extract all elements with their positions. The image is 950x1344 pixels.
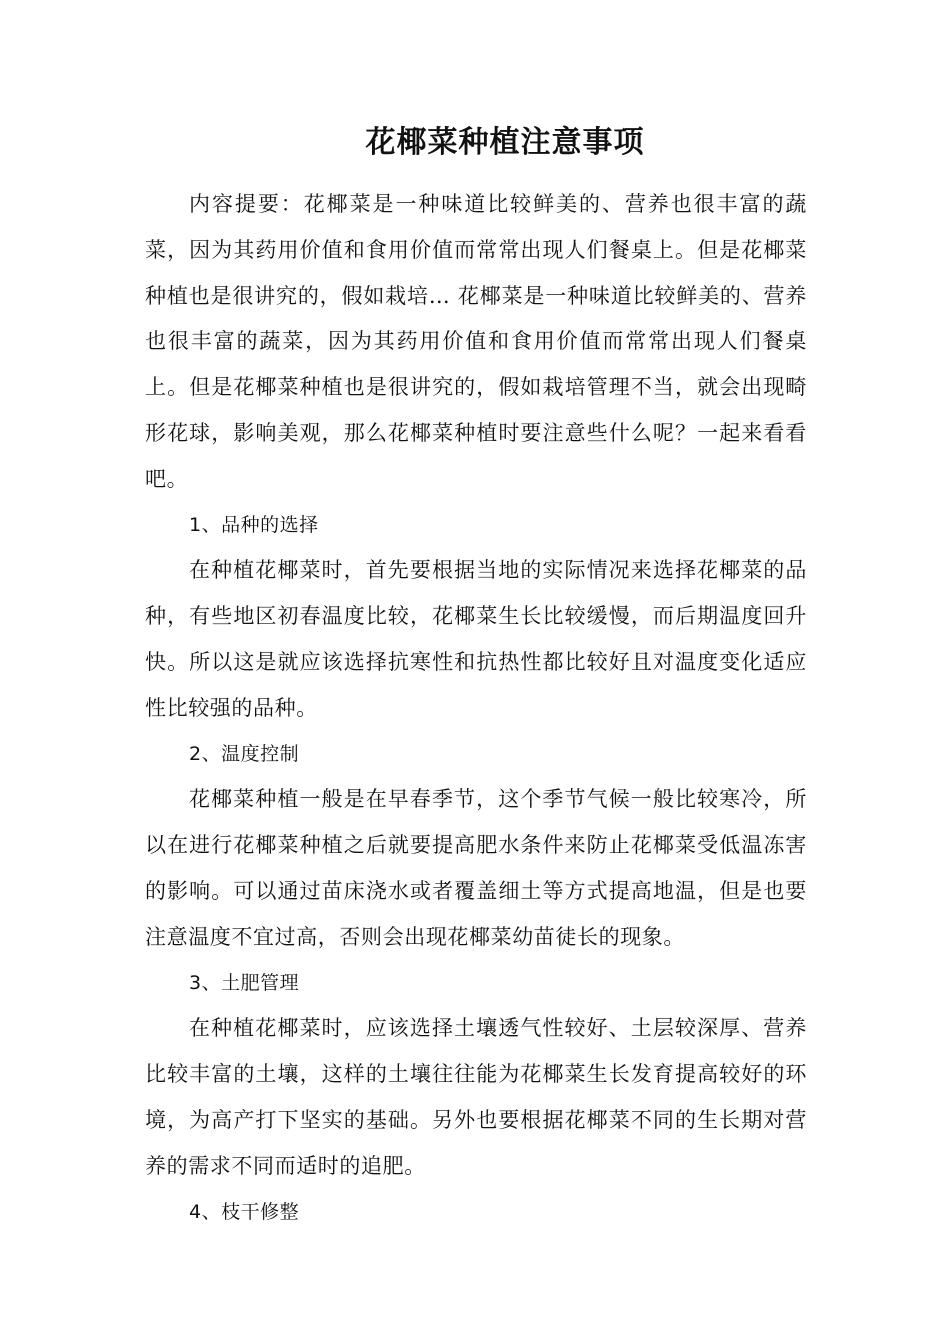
document-body [145,182,807,1235]
page-title: 花椰菜种植注意事项 [365,125,645,160]
section-heading-3: 3、土肥管理 [189,971,300,994]
section-body-1: 在种植花椰菜时，首先要根据当地的实际情况来选择花椰菜的品种，有些地区初春温度比较，花椰菜生长比较缓慢，而后期温度回升快。所以这是就应该选择抗寒性和抗热性都比较好且对温度变化适应性比较强的品种。 [145,558,807,720]
section-body-2: 花椰菜种植一般是在早春季节，这个季节气候一般比较寒冷，所以在进行花椰菜种植之后就要提高肥水条件来防止花椰菜受低温冻害的影响。可以通过苗床浇水或者覆盖细土等方式提高地温，但是也要注意温度不宜过高，否则会出现花椰菜幼苗徒长的现象。 [145,787,807,949]
intro-paragraph: 内容提要：花椰菜是一种味道比较鲜美的、营养也很丰富的蔬菜，因为其药用价值和食用价值而常常出现人们餐桌上。但是花椰菜种植也是很讲究的，假如栽培… 花椰菜是一种味道比较鲜美的、营养也很丰富的蔬菜，因为其药用价值和食用价值而常常出现人们餐桌上。但是花椰菜种植也是很讲究的，假如栽培管理不当，就会出现畸形花球，影响美观，那么花椰菜种植时要注意些什么呢？一起来看看吧。 [145,192,807,491]
section-heading-4: 4、枝干修整 [189,1200,300,1223]
section-heading-2: 2、温度控制 [189,742,300,765]
section-heading-1: 1、品种的选择 [189,513,319,536]
section-body-3: 在种植花椰菜时，应该选择土壤透气性较好、土层较深厚、营养比较丰富的土壤，这样的土壤往往能为花椰菜生长发育提高较好的环境，为高产打下坚实的基础。另外也要根据花椰菜不同的生长期对营养的需求不同而适时的追肥。 [145,1016,807,1178]
